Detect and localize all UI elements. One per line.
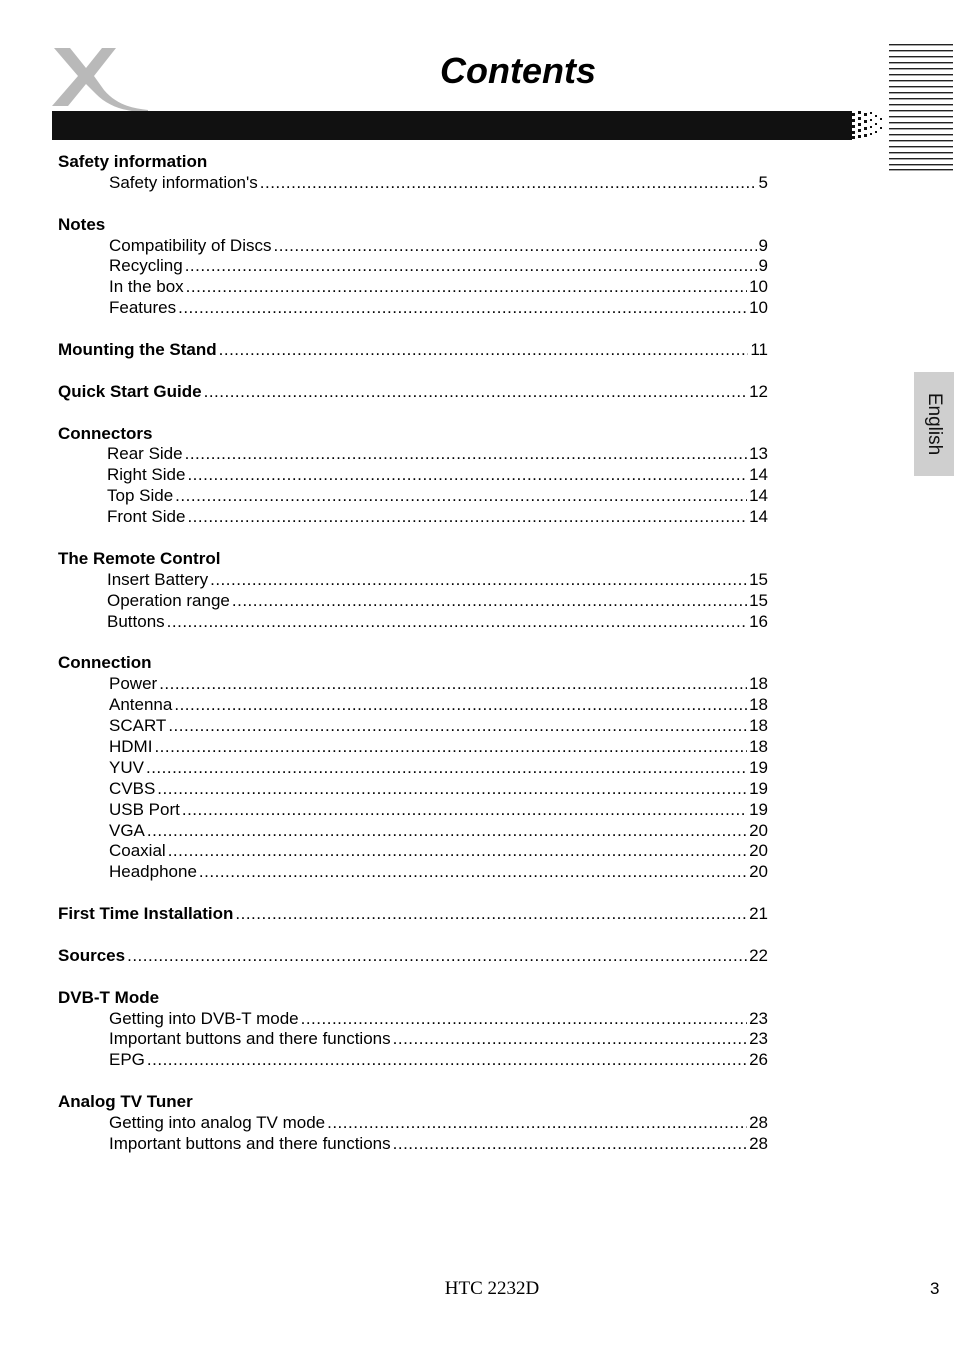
toc-entry: Features ..... 10 [58, 298, 768, 319]
toc-entry: Important buttons and there functions ..... 28 [58, 1134, 768, 1155]
toc-heading-entry: First Time Installation ..... 21 [58, 904, 768, 925]
toc-entry: YUV ..... 19 [58, 758, 768, 779]
toc-heading: DVB-T Mode [58, 987, 160, 1007]
language-tab-label: English [924, 392, 945, 456]
toc-entry: Recycling ..... 9 [58, 256, 768, 277]
toc-entry: Front Side ..... 14 [58, 507, 768, 528]
footer-model: HTC 2232D [444, 1278, 540, 1299]
toc-entry: Antenna ..... 18 [58, 695, 768, 716]
toc-entry: HDMI ..... 18 [58, 737, 768, 758]
toc-heading: The Remote Control [58, 548, 221, 568]
toc-entry: USB Port ..... 19 [58, 800, 768, 821]
toc-entry: Compatibility of Discs ..... 9 [58, 236, 768, 257]
toc-heading: Notes [58, 214, 106, 234]
toc-entry: EPG ..... 26 [58, 1050, 768, 1071]
header-bar-fade [842, 111, 886, 140]
toc-entry: Getting into DVB-T mode ..... 23 [58, 1009, 768, 1030]
toc-heading-entry: Mounting the Stand ..... 11 [58, 340, 768, 361]
toc-entry: Insert Battery ..... 15 [58, 570, 768, 591]
toc-heading: Safety information [58, 152, 208, 171]
toc-heading: Connectors [58, 423, 153, 443]
corner-stripes [889, 43, 953, 171]
page-number: 3 [930, 1279, 940, 1298]
toc-heading-entry: Sources ..... 22 [58, 946, 768, 967]
language-tab [914, 372, 954, 476]
toc-entry: Headphone ..... 20 [58, 862, 768, 883]
table-of-contents [58, 152, 768, 1155]
toc-entry: CVBS ..... 19 [58, 779, 768, 800]
page-title: Contents [440, 50, 596, 91]
toc-entry: Coaxial ..... 20 [58, 841, 768, 862]
toc-entry: Operation range ..... 15 [58, 591, 768, 612]
toc-entry: Top Side ..... 14 [58, 486, 768, 507]
header-bar [52, 111, 852, 140]
toc-entry: VGA ..... 20 [58, 821, 768, 842]
toc-entry: Getting into analog TV mode ..... 28 [58, 1113, 768, 1134]
toc-entry: Rear Side ..... 13 [58, 444, 768, 465]
toc-entry: SCART ..... 18 [58, 716, 768, 737]
toc-heading: Analog TV Tuner [58, 1092, 193, 1112]
toc-entry: Power ..... 18 [58, 674, 768, 695]
toc-heading: Connection [58, 653, 152, 673]
toc-entry: Important buttons and there functions ..... 23 [58, 1029, 768, 1050]
toc-entry: In the box ..... 10 [58, 277, 768, 298]
toc-heading-entry: Quick Start Guide ..... 12 [58, 382, 768, 403]
toc-entry: Safety information's ..... 5 [58, 173, 768, 194]
toc-entry: Right Side ..... 14 [58, 465, 768, 486]
toc-entry: Buttons ..... 16 [58, 612, 768, 633]
